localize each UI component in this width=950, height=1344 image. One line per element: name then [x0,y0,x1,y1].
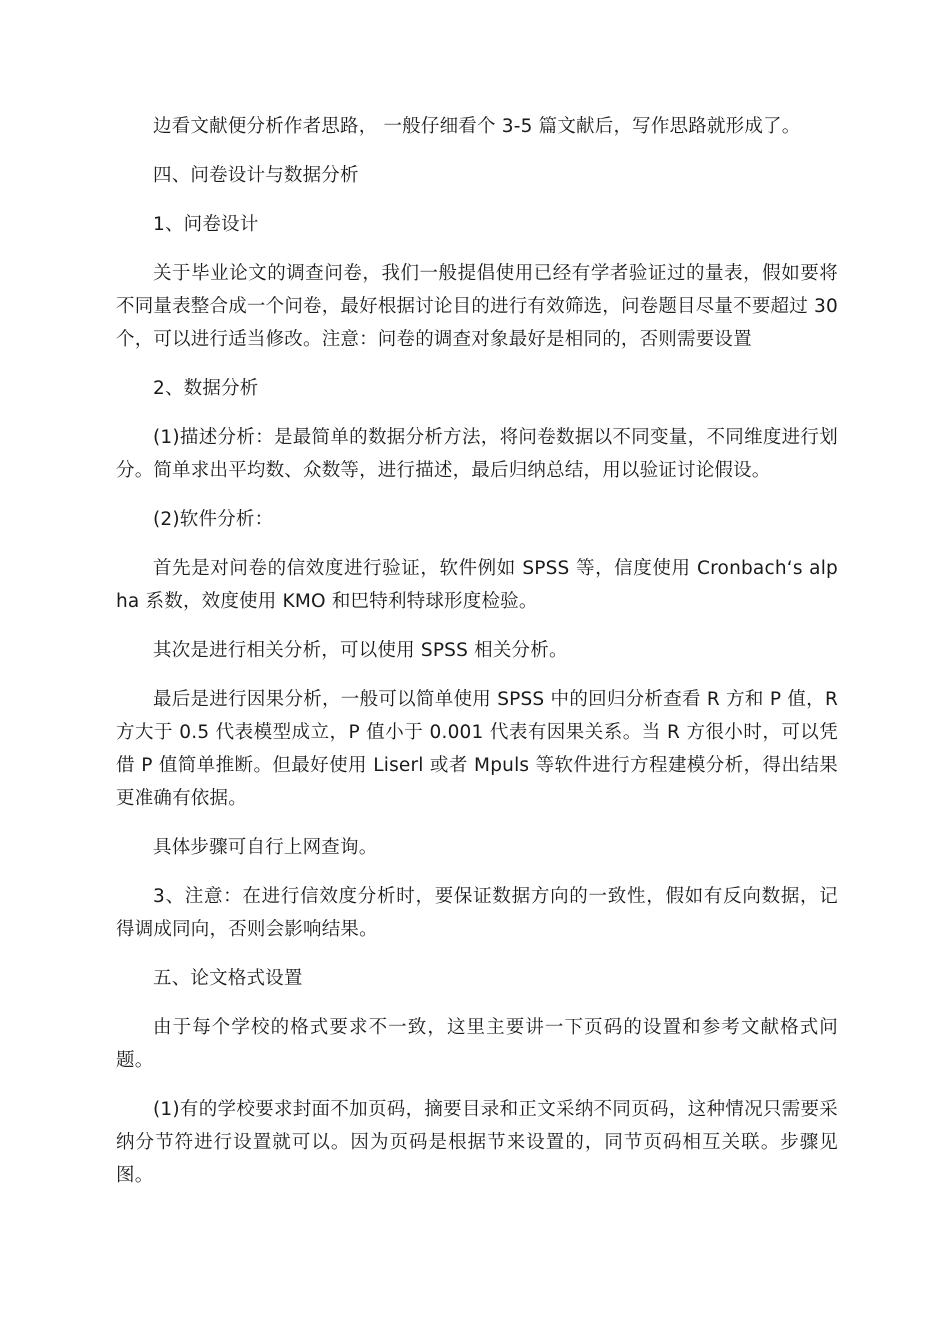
subheading-software-analysis: (2)软件分析： [153,509,274,530]
paragraph-page-numbering: (1)有的学校要求封面不加页码，摘要目录和正文采纳不同页码，这种情况只需要采纳分节符进行设置就可以。因为页码是根据节来设置的，同节页码相互关联。步骤见图。 [116,1099,838,1186]
section-heading-format-settings: 五、论文格式设置 [153,968,303,989]
paragraph-causal-analysis: 最后是进行因果分析，一般可以简单使用 SPSS 中的回归分析查看 R 方和 P 值，R 方大于 0.5 代表模型成立，P 值小于 0.001 代表有因果关系。当 R 方很小时，可以凭借 P 值简单推断。但最好使用 Liserl 或者 Mpuls 等软件进行方程建模分析，得出结果更准确有依据。 [116,689,838,809]
paragraph-intro-continuation: 边看文献便分析作者思路， 一般仔细看个 3-5 篇文献后，写作思路就形成了。 [153,116,801,137]
section-heading-questionnaire-analysis: 四、问卷设计与数据分析 [153,165,359,186]
subheading-data-analysis: 2、数据分析 [153,378,259,399]
document-body [116,110,838,1208]
paragraph-correlation-analysis: 其次是进行相关分析，可以使用 SPSS 相关分析。 [153,640,568,661]
paragraph-questionnaire-design: 关于毕业论文的调查问卷，我们一般提倡使用已经有学者验证过的量表，假如要将不同量表整合成一个问卷，最好根据讨论目的进行有效筛选，问卷题目尽量不要超过 30 个，可以进行适当修改。注意：问卷的调查对象最好是相同的，否则需要设置 [116,263,838,350]
paragraph-descriptive-analysis: (1)描述分析：是最简单的数据分析方法，将问卷数据以不同变量，不同维度进行划分。简单求出平均数、众数等，进行描述，最后归纳总结，用以验证讨论假设。 [116,427,838,481]
paragraph-format-intro: 由于每个学校的格式要求不一致，这里主要讲一下页码的设置和参考文献格式问题。 [116,1017,838,1071]
paragraph-reliability-validity: 首先是对问卷的信效度进行验证，软件例如 SPSS 等，信度使用 Cronbach‘s alpha 系数，效度使用 KMO 和巴特利特球形度检验。 [116,558,838,612]
paragraph-steps-note: 具体步骤可自行上网查询。 [153,837,378,858]
subheading-questionnaire-design: 1、问卷设计 [153,214,259,235]
paragraph-attention: 3、注意：在进行信效度分析时，要保证数据方向的一致性，假如有反向数据，记得调成同向，否则会影响结果。 [116,886,838,940]
